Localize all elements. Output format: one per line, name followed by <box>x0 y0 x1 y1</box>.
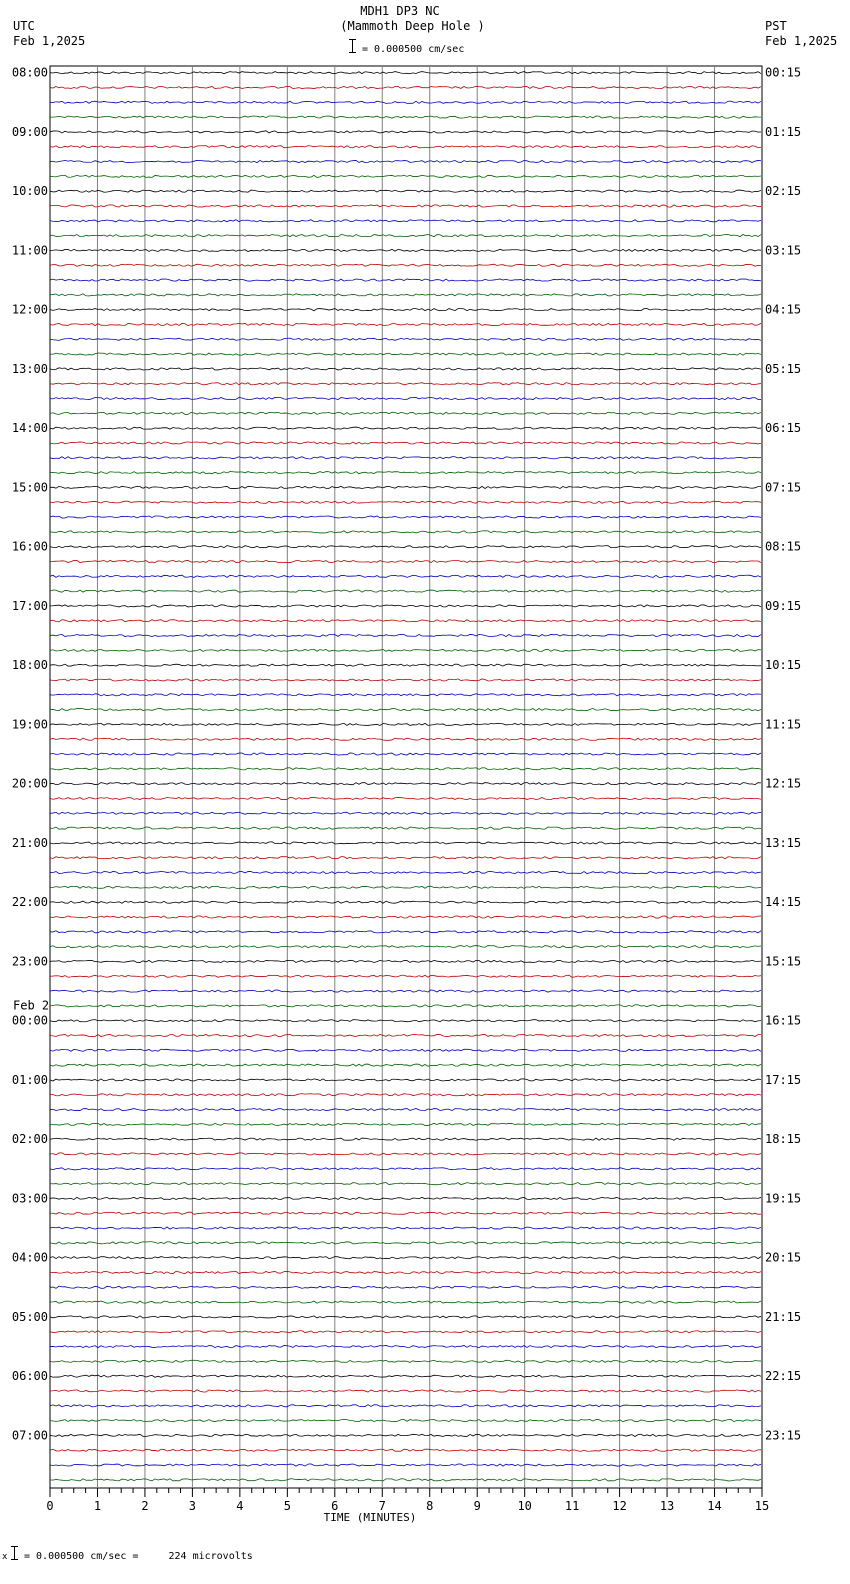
pst-hour-label: 15:15 <box>765 954 802 969</box>
trace-line <box>50 1079 761 1081</box>
trace-line <box>50 620 761 622</box>
trace-line <box>50 605 761 607</box>
trace-line <box>50 797 761 799</box>
trace-line <box>50 1479 761 1481</box>
utc-hour-label: 18:00 <box>11 658 48 673</box>
trace-line <box>50 871 761 873</box>
station-title: MDH1 DP3 NC <box>360 4 440 18</box>
trace-line <box>50 309 761 311</box>
trace-line <box>50 323 761 325</box>
pst-hour-label: 06:15 <box>765 421 802 436</box>
right-timezone: PST <box>765 19 787 33</box>
trace-line <box>50 960 761 962</box>
trace-line <box>50 101 761 103</box>
right-date: Feb 1,2025 <box>765 34 838 48</box>
trace-line <box>50 1034 761 1036</box>
pst-hour-label: 18:15 <box>765 1132 802 1147</box>
trace-line <box>50 160 761 162</box>
x-tick-label: 4 <box>236 1499 244 1513</box>
trace-line <box>50 1301 761 1303</box>
utc-hour-label: 07:00 <box>11 1428 48 1443</box>
utc-hour-label: 12:00 <box>11 302 48 317</box>
trace-line <box>50 131 761 133</box>
utc-hour-label: 19:00 <box>11 717 48 732</box>
utc-hour-label: 23:00 <box>11 954 48 969</box>
pst-hour-label: 23:15 <box>765 1428 802 1443</box>
utc-hour-label: 05:00 <box>11 1309 48 1324</box>
trace-line <box>50 723 761 725</box>
trace-line <box>50 1375 761 1377</box>
trace-line <box>50 516 761 518</box>
pst-hour-label: 08:15 <box>765 539 802 554</box>
trace-line <box>50 946 761 948</box>
trace-line <box>50 1212 761 1214</box>
x-tick-label: 12 <box>612 1499 627 1513</box>
footer-scale-cap-bottom <box>11 1559 18 1560</box>
pst-hour-label: 03:15 <box>765 243 802 258</box>
trace-line <box>50 235 761 237</box>
utc-hour-label: 00:00 <box>11 1013 48 1028</box>
trace-line <box>50 116 761 118</box>
x-tick-label: 6 <box>331 1499 339 1513</box>
utc-hour-label: 03:00 <box>11 1191 48 1206</box>
pst-hour-label: 22:15 <box>765 1369 802 1384</box>
pst-hour-label: 21:15 <box>765 1309 802 1324</box>
trace-line <box>50 1390 761 1392</box>
trace-line <box>50 1138 761 1140</box>
utc-hour-label: 02:00 <box>11 1132 48 1147</box>
pst-hour-label: 09:15 <box>765 598 802 613</box>
trace-line <box>50 1153 761 1155</box>
trace-line <box>50 1064 761 1066</box>
utc-hour-label: 11:00 <box>11 243 48 258</box>
trace-line <box>50 397 761 399</box>
trace-line <box>50 886 761 888</box>
x-tick-label: 1 <box>93 1499 102 1513</box>
date-change-label: Feb 2 <box>13 998 50 1013</box>
pst-hour-label: 00:15 <box>765 65 802 80</box>
scale-note: = 0.000500 cm/sec <box>362 44 465 55</box>
trace-line <box>50 205 761 207</box>
trace-line <box>50 457 761 459</box>
pst-hour-label: 13:15 <box>765 835 802 850</box>
trace-line <box>50 486 761 488</box>
trace-line <box>50 146 761 148</box>
trace-line <box>50 1123 761 1125</box>
trace-line <box>50 1420 761 1422</box>
x-tick-label: 8 <box>426 1499 434 1513</box>
pst-hour-label: 14:15 <box>765 895 802 910</box>
x-tick-label: 2 <box>141 1499 149 1513</box>
site-title: (Mammoth Deep Hole ) <box>340 19 485 33</box>
utc-hour-label: 08:00 <box>11 65 48 80</box>
trace-line <box>50 1449 761 1451</box>
x-tick-label: 3 <box>188 1499 197 1513</box>
pst-hour-label: 04:15 <box>765 302 802 317</box>
left-timezone: UTC <box>13 19 35 33</box>
trace-line <box>50 442 761 444</box>
trace-line <box>50 1405 761 1407</box>
pst-hour-label: 05:15 <box>765 361 802 376</box>
footer-scale-text: = 0.000500 cm/sec = 224 microvolts <box>24 1551 253 1562</box>
footer-scale-bar-icon <box>14 1546 15 1560</box>
trace-line <box>50 501 761 503</box>
trace-line <box>50 738 761 740</box>
trace-line <box>50 1286 761 1288</box>
x-axis-title: TIME (MINUTES) <box>323 1511 417 1524</box>
footer-prefix: x <box>2 1552 8 1562</box>
trace-line <box>50 783 761 785</box>
trace-line <box>50 427 761 429</box>
trace-line <box>50 1257 761 1259</box>
trace-line <box>50 1242 761 1244</box>
trace-line <box>50 1197 761 1199</box>
trace-line <box>50 1434 761 1436</box>
utc-hour-label: 20:00 <box>11 776 48 791</box>
utc-hour-label: 06:00 <box>11 1369 48 1384</box>
trace-line <box>50 531 761 533</box>
trace-line <box>50 1227 761 1229</box>
utc-hour-label: 10:00 <box>11 184 48 199</box>
trace-line <box>50 709 761 711</box>
trace-line <box>50 842 761 844</box>
trace-line <box>50 412 761 414</box>
trace-line <box>50 368 761 370</box>
trace-line <box>50 86 761 88</box>
trace-line <box>50 249 761 251</box>
trace-line <box>50 812 761 814</box>
trace-line <box>50 827 761 829</box>
utc-hour-label: 21:00 <box>11 835 48 850</box>
trace-line <box>50 1020 761 1022</box>
x-tick-label: 0 <box>46 1499 54 1513</box>
trace-line <box>50 1108 761 1110</box>
pst-hour-label: 16:15 <box>765 1013 802 1028</box>
trace-line <box>50 175 761 177</box>
trace-line <box>50 694 761 696</box>
left-date: Feb 1,2025 <box>13 34 86 48</box>
trace-line <box>50 590 761 592</box>
trace-line <box>50 664 761 666</box>
trace-line <box>50 975 761 977</box>
trace-line <box>50 338 761 340</box>
footer-scale-cap-top <box>11 1546 18 1547</box>
trace-line <box>50 1049 761 1051</box>
trace-line <box>50 649 761 651</box>
trace-line <box>50 916 761 918</box>
pst-hour-label: 19:15 <box>765 1191 802 1206</box>
x-tick-label: 7 <box>378 1499 386 1513</box>
trace-line <box>50 294 761 296</box>
pst-hour-label: 01:15 <box>765 124 802 139</box>
trace-line <box>50 472 761 474</box>
trace-line <box>50 768 761 770</box>
x-tick-label: 13 <box>659 1499 675 1513</box>
utc-hour-label: 09:00 <box>11 124 48 139</box>
trace-line <box>50 931 761 933</box>
pst-hour-label: 12:15 <box>765 776 802 791</box>
pst-hour-label: 02:15 <box>765 184 802 199</box>
x-tick-label: 9 <box>473 1499 481 1513</box>
trace-line <box>50 1464 761 1466</box>
trace-line <box>50 753 761 755</box>
trace-line <box>50 1345 761 1347</box>
utc-hour-label: 15:00 <box>11 480 48 495</box>
trace-line <box>50 1168 761 1170</box>
trace-line <box>50 383 761 385</box>
pst-hour-label: 17:15 <box>765 1072 802 1087</box>
trace-line <box>50 575 761 577</box>
trace-line <box>50 1271 761 1273</box>
utc-hour-label: 13:00 <box>11 361 48 376</box>
utc-hour-label: 17:00 <box>11 598 48 613</box>
pst-hour-label: 11:15 <box>765 717 802 732</box>
trace-line <box>50 1183 761 1185</box>
trace-line <box>50 634 761 636</box>
trace-line <box>50 1331 761 1333</box>
pst-hour-label: 20:15 <box>765 1250 802 1265</box>
x-tick-label: 14 <box>707 1499 722 1513</box>
x-tick-label: 5 <box>283 1499 291 1513</box>
trace-line <box>50 901 761 903</box>
utc-hour-label: 22:00 <box>11 895 48 910</box>
trace-line <box>50 1316 761 1318</box>
pst-hour-label: 10:15 <box>765 658 802 673</box>
trace-line <box>50 990 761 992</box>
trace-line <box>50 1360 761 1362</box>
trace-line <box>50 1094 761 1096</box>
trace-line <box>50 353 761 355</box>
trace-line <box>50 190 761 192</box>
trace-line <box>50 857 761 859</box>
utc-hour-label: 04:00 <box>11 1250 48 1265</box>
utc-hour-label: 01:00 <box>11 1072 48 1087</box>
trace-line <box>50 279 761 281</box>
trace-line <box>50 560 761 562</box>
trace-line <box>50 546 761 548</box>
trace-line <box>50 679 761 681</box>
x-tick-label: 10 <box>517 1499 532 1513</box>
trace-line <box>50 264 761 266</box>
pst-hour-label: 07:15 <box>765 480 802 495</box>
trace-line <box>50 220 761 222</box>
utc-hour-label: 14:00 <box>11 421 48 436</box>
utc-hour-label: 16:00 <box>11 539 48 554</box>
x-tick-label: 11 <box>564 1499 580 1513</box>
x-tick-label: 15 <box>754 1499 770 1513</box>
trace-line <box>50 1005 761 1007</box>
trace-line <box>50 72 761 74</box>
